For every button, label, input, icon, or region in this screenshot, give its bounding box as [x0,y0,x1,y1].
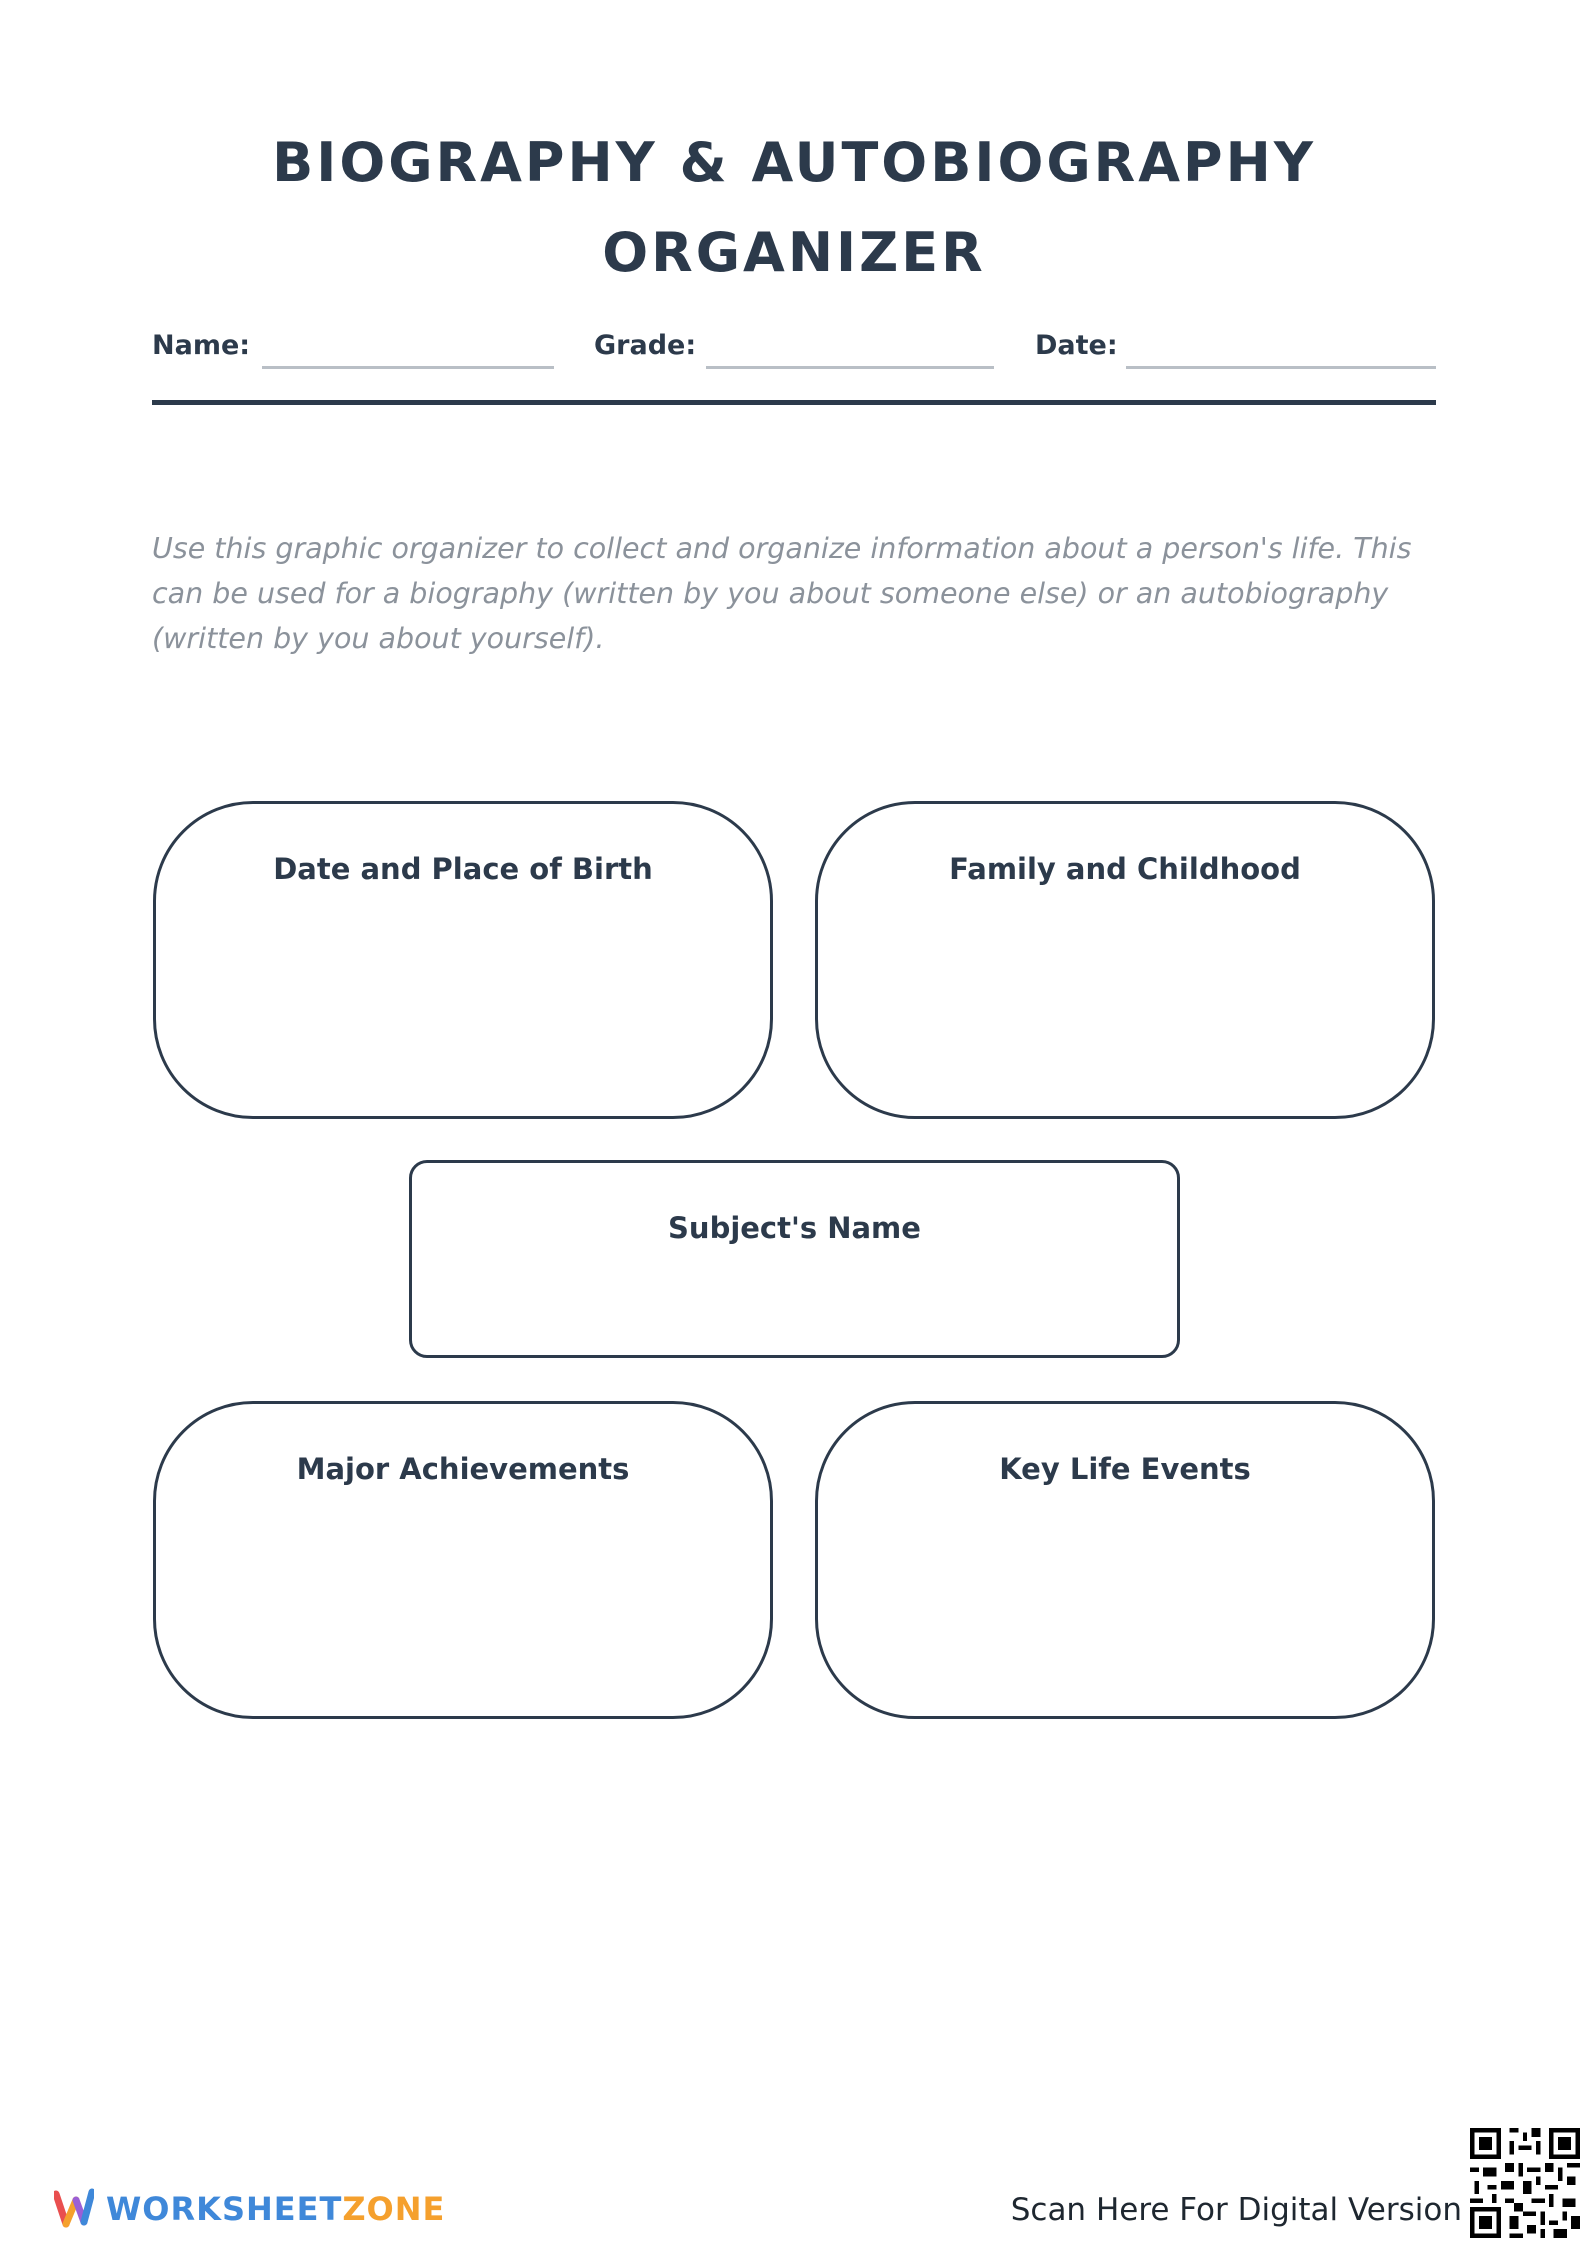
name-field[interactable] [262,366,554,369]
brand-accent: ZONE [342,2190,446,2228]
scan-text: Scan Here For Digital Version [1010,2192,1462,2228]
achievements-box-label: Major Achievements [296,1452,630,1486]
birth-box[interactable] [153,801,773,1119]
achievements-box[interactable] [153,1401,773,1719]
brand-main: WORKSHEET [106,2190,343,2228]
grade-field[interactable] [706,366,994,369]
page-title [0,118,1588,298]
instructions-text: Use this graphic organizer to collect and organize information about a person's life. This can be used for a biography (written by you about someone else) or an autobiography (written by you about yourself). [152,532,1412,655]
birth-box-label: Date and Place of Birth [273,852,653,886]
grade-label: Grade: [594,330,697,361]
family-box[interactable] [815,801,1435,1119]
worksheetzone-logo-icon [54,2186,94,2230]
family-box-label: Family and Childhood [949,852,1301,886]
events-box[interactable] [815,1401,1435,1719]
header-divider [152,400,1436,405]
qr-code-icon[interactable] [1470,2128,1580,2238]
title-line-1: BIOGRAPHY & AUTOBIOGRAPHY [272,131,1316,194]
subject-box[interactable] [409,1160,1180,1358]
name-label: Name: [152,330,251,361]
brand-logo-text [106,2190,445,2228]
date-field[interactable] [1126,366,1436,369]
events-box-label: Key Life Events [999,1452,1251,1486]
date-label: Date: [1035,330,1118,361]
subject-box-label: Subject's Name [668,1211,921,1245]
title-line-2: ORGANIZER [602,221,986,284]
